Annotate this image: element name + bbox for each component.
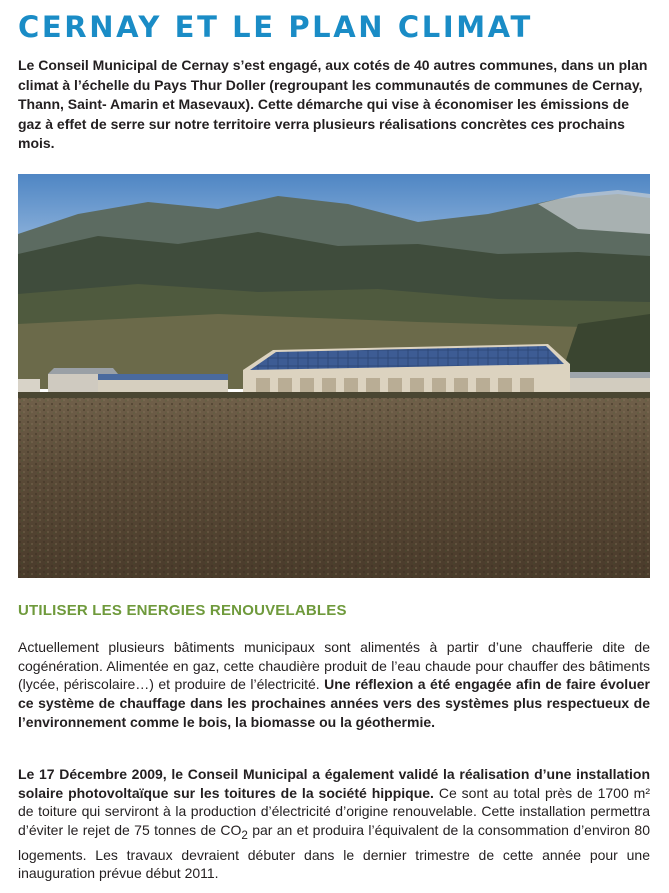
solar-farm-photo <box>18 174 650 578</box>
cogeneration-paragraph <box>18 638 650 732</box>
co2-subscript: 2 <box>241 828 248 842</box>
cogeneration-text: Actuellement plusieurs bâtiments municipaux sont alimentés à partir d’une chaufferie dite de cogénération. Alimentée en gaz, cette chaudière produit de l’eau chaude pour chauffer des bâtiments (lycée, périscolaire…) et produire de l’électricité. <box>18 639 650 693</box>
page-title: CERNAY ET LE PLAN CLIMAT <box>18 10 533 44</box>
photovoltaic-text-end: par an et produira l’équivalent de la consommation d’environ 80 logements. Les travaux devraient débuter dans le dernier trimestre de cette année pour une inauguration prévue début 2011. <box>18 822 651 882</box>
photovoltaic-text: Ce sont au total près de 1700 m² de toiture qui serviront à la production d’électricité d’origine renouvelable. Cette installation permettra d’éviter le rejet de 75 tonnes de CO <box>18 784 650 839</box>
intro-paragraph: Le Conseil Municipal de Cernay s’est engagé, aux cotés de 40 autres communes, dans un plan climat à l’échelle du Pays Thur Doller (regroupant les communautés de communes de Cernay, Thann, Saint- Amarin et Masevaux). Cette démarche qui vise à économiser les émissions de gaz à effet de serre sur notre territoire verra plusieurs réalisations concrètes ces prochains mois. <box>18 57 648 151</box>
photovoltaic-paragraph <box>18 765 650 883</box>
section-heading: UTILISER LES ENERGIES RENOUVELABLES <box>18 602 347 619</box>
photovoltaic-bold-text: Le 17 Décembre 2009, le Conseil Municipal a également validé la réalisation d’une installation solaire photovoltaïque sur les toitures de la société hippique. <box>18 766 650 801</box>
cogeneration-bold-text: Une réflexion a été engagée afin de faire évoluer ce système de chauffage dans les prochaines années vers des systèmes plus respectueux de l’environnement comme le bois, la biomasse ou la géothermie. <box>18 676 650 730</box>
